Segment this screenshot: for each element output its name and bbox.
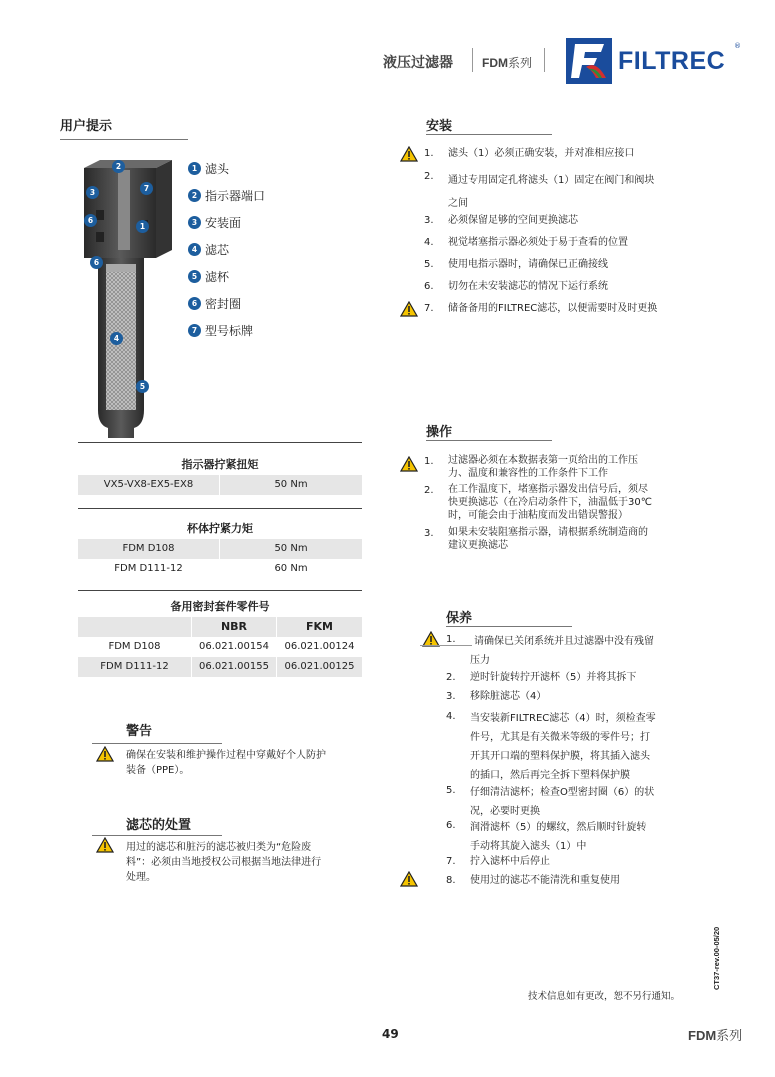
table-cell-value: 50 Nm <box>274 479 308 490</box>
table-rule <box>78 590 362 591</box>
header-divider <box>544 48 545 72</box>
legend-item <box>188 187 265 203</box>
text-line: 处理。 <box>126 872 156 883</box>
callout-6: 6 <box>90 256 103 269</box>
operation-item-number: 3. <box>424 528 434 539</box>
table-header-nbr: NBR <box>192 617 277 637</box>
install-item-number: 1. <box>424 148 434 159</box>
text-line: 件号，尤其是有关微米等级的零件号；打 <box>470 732 650 743</box>
callout-2: 2 <box>112 160 125 173</box>
table-cell-value: 50 Nm <box>274 543 308 554</box>
legend-number: 2 <box>188 189 201 202</box>
table-cell-model: FDM D111-12 <box>78 559 220 579</box>
warning-triangle-icon <box>400 456 418 472</box>
filter-illustration <box>84 160 174 440</box>
maintenance-item-number: 8. <box>446 875 456 886</box>
legend-number: 5 <box>188 270 201 283</box>
heading-rule <box>446 626 572 627</box>
text-line: 况，必要时更换 <box>470 806 540 817</box>
operation-item-number: 2. <box>424 485 434 496</box>
logo-registered-mark: ® <box>734 42 741 50</box>
footer-series <box>688 1025 742 1044</box>
text-line: 如果未安装阻塞指示器，请根据系统制造商的 <box>448 527 648 538</box>
operation-item-number: 1. <box>424 456 434 467</box>
legend-item <box>188 241 229 257</box>
operation-item-text <box>448 454 638 480</box>
install-item-number: 5. <box>424 259 434 270</box>
legend-label: 指示器端口 <box>205 189 266 203</box>
header-series-suffix: 系列 <box>508 56 533 70</box>
table-row <box>78 559 362 579</box>
header-title: 液压过滤器 <box>383 55 453 71</box>
table-cell-value: 60 Nm <box>274 563 308 574</box>
table-header-row <box>78 617 362 637</box>
text-line: 当安装新FILTREC滤芯（4）时，须检查零 <box>470 713 656 724</box>
warning-triangle-icon <box>96 837 114 853</box>
table-cell-model: FDM D111-12 <box>78 657 192 677</box>
legend-label: 密封圈 <box>205 297 242 311</box>
text-line: 开其开口端的塑料保护膜，将其插入滤头 <box>470 751 650 762</box>
maintenance-item-number: 6. <box>446 820 456 831</box>
warning-triangle-icon <box>400 146 418 162</box>
install-item-text <box>448 169 654 215</box>
logo-text: FILTREC <box>618 47 726 75</box>
text-line: 装备（PPE）。 <box>126 765 190 776</box>
legend-number: 7 <box>188 324 201 337</box>
text-line: 用过的滤芯和脏污的滤芯被归类为“危险废 <box>126 842 312 853</box>
legend-item <box>188 160 229 176</box>
maintenance-item-text: 使用过的滤芯不能清洗和重复使用 <box>470 875 620 886</box>
maintenance-item-number: 2. <box>446 672 456 683</box>
legend-item <box>188 295 241 311</box>
operation-item-text <box>448 526 648 552</box>
table-header-cell <box>78 617 192 637</box>
footer-series-suffix: 系列 <box>716 1029 743 1044</box>
text-line: 力、温度和兼容性的工作条件下工作 <box>448 468 608 479</box>
install-heading: 安装 <box>426 119 453 134</box>
maintenance-item-number: 5. <box>446 785 456 796</box>
callout-3: 3 <box>86 186 99 199</box>
legend-label: 滤芯 <box>205 243 230 257</box>
maintenance-item-text <box>470 783 654 821</box>
legend-number: 4 <box>188 243 201 256</box>
text-line: 在工作温度下，堵塞指示器发出信号后，须尽 <box>448 484 648 495</box>
install-item-number: 2. <box>424 171 434 182</box>
text-line: 快更换滤芯（在冷启动条件下，油温低于30℃ <box>448 497 652 508</box>
heading-rule <box>60 139 188 140</box>
install-item-text: 滤头（1）必须正确安装，并对准相应接口 <box>448 148 635 159</box>
install-item-text: 储备备用的FILTREC滤芯，以便需要时及时更换 <box>448 303 658 314</box>
operation-heading: 操作 <box>426 425 453 440</box>
text-line: 压力 <box>470 655 490 666</box>
table-title: 备用密封套件零件号 <box>170 600 270 613</box>
text-line: 请确保已关闭系统并且过滤器中没有残留 <box>474 636 654 647</box>
revision-code: CT37-rev.00-05/20 <box>712 926 721 990</box>
maintenance-item-text <box>470 709 656 785</box>
legend-item <box>188 214 241 230</box>
legend-item <box>188 268 229 284</box>
install-item-number: 4. <box>424 237 434 248</box>
maintenance-item-number: 3. <box>446 691 456 702</box>
user-tips-heading: 用户提示 <box>60 119 113 134</box>
text-line: 建议更换滤芯 <box>448 540 508 551</box>
heading-rule <box>426 440 552 441</box>
callout-1: 1 <box>136 220 149 233</box>
legend-label: 型号标牌 <box>205 324 254 338</box>
disposal-text <box>126 840 321 885</box>
table-row <box>78 657 362 677</box>
maintenance-item-text: 移除脏滤芯（4） <box>470 691 547 702</box>
table-cell-nbr: 06.021.00154 <box>192 637 277 657</box>
table-cell-model: FDM D108 <box>78 539 220 559</box>
warning-heading: 警告 <box>126 724 153 739</box>
text-line: 之间 <box>448 198 468 209</box>
header-series <box>482 54 532 71</box>
install-item-number: 7. <box>424 303 434 314</box>
warning-text <box>126 748 326 778</box>
page-number: 49 <box>382 1027 399 1041</box>
legend-number: 6 <box>188 297 201 310</box>
heading-rule <box>92 743 222 744</box>
legend-number: 3 <box>188 216 201 229</box>
legend-label: 滤杯 <box>205 270 230 284</box>
text-line: 料”：必须由当地授权公司根据当地法律进行 <box>126 857 322 868</box>
text-line: 的插口，然后再完全拆下塑料保护膜 <box>470 770 630 781</box>
table-rule <box>78 508 362 509</box>
callout-6: 6 <box>84 214 97 227</box>
maintenance-item-text <box>470 818 646 856</box>
maintenance-heading: 保养 <box>446 611 473 626</box>
warning-triangle-icon <box>400 301 418 317</box>
table-row <box>78 539 362 559</box>
table-cell-fkm: 06.021.00125 <box>284 661 355 672</box>
maintenance-item-text: 拧入滤杯中后停止 <box>470 856 550 867</box>
table-cell-nbr: 06.021.00155 <box>192 657 277 677</box>
maintenance-item-number: 7. <box>446 856 456 867</box>
table-row <box>78 637 362 657</box>
header-divider <box>472 48 473 72</box>
item-rule <box>420 645 472 646</box>
table-row <box>78 475 362 495</box>
install-item-number: 6. <box>424 281 434 292</box>
logo-mark-icon <box>566 38 612 84</box>
text-line: 通过专用固定孔将滤头（1）固定在阀门和阀块 <box>448 175 655 186</box>
install-item-text: 必须保留足够的空间更换滤芯 <box>448 215 578 226</box>
callout-7: 7 <box>140 182 153 195</box>
legend-item <box>188 322 253 338</box>
install-item-text: 切勿在未安装滤芯的情况下运行系统 <box>448 281 608 292</box>
table-header-fkm: FKM <box>306 620 333 633</box>
table-title: 杯体拧紧力矩 <box>187 522 253 535</box>
disposal-heading: 滤芯的处置 <box>126 818 192 833</box>
table-cell-fkm: 06.021.00124 <box>284 641 355 652</box>
text-line: 润滑滤杯（5）的螺纹，然后顺时针旋转 <box>470 822 647 833</box>
legend-label: 安装面 <box>205 216 242 230</box>
warning-triangle-icon <box>400 871 418 887</box>
table-cell-model: VX5-VX8-EX5-EX8 <box>78 475 220 495</box>
text-line: 过滤器必须在本数据表第一页给出的工作压 <box>448 455 638 466</box>
heading-rule <box>426 134 552 135</box>
install-item-text: 使用电指示器时，请确保已正确接线 <box>448 259 608 270</box>
text-line: 仔细清洁滤杯；检查O型密封圈（6）的状 <box>470 787 655 798</box>
maintenance-item-text: 逆时针旋转拧开滤杯（5）并将其拆下 <box>470 672 637 683</box>
warning-triangle-icon <box>96 746 114 762</box>
footer-series-code: FDM <box>688 1028 717 1043</box>
text-line: 手动将其旋入滤头（1）中 <box>470 841 587 852</box>
legend-number: 1 <box>188 162 201 175</box>
text-line: 时，可能会由于油粘度而发出错误警报） <box>448 510 628 521</box>
install-item-text: 视觉堵塞指示器必须处于易于查看的位置 <box>448 237 628 248</box>
footer-note: 技术信息如有更改，恕不另行通知。 <box>528 991 681 1002</box>
callout-4: 4 <box>110 332 123 345</box>
maintenance-item-number: 1. <box>446 634 456 645</box>
maintenance-item-text <box>470 632 654 670</box>
table-title: 指示器拧紧扭矩 <box>181 458 259 471</box>
callout-5: 5 <box>136 380 149 393</box>
install-item-number: 3. <box>424 215 434 226</box>
legend-label: 滤头 <box>205 162 230 176</box>
text-line: 确保在安装和维护操作过程中穿戴好个人防护 <box>126 750 326 761</box>
header-series-code: FDM <box>482 56 508 70</box>
heading-rule <box>92 835 222 836</box>
table-rule <box>78 442 362 443</box>
operation-item-text <box>448 483 652 522</box>
table-cell-model: FDM D108 <box>78 637 192 657</box>
maintenance-item-number: 4. <box>446 711 456 722</box>
filtrec-logo <box>566 38 746 86</box>
